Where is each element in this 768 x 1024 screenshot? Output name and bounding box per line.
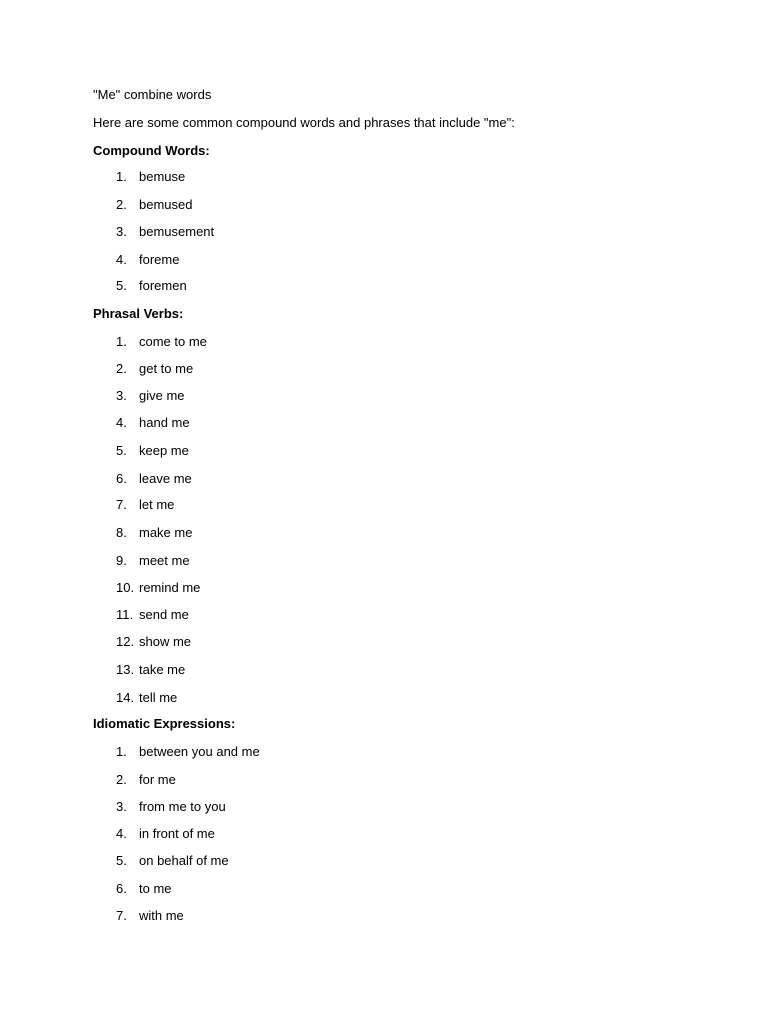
list-item — [0, 168, 768, 186]
list-number: 3. — [116, 799, 127, 814]
list-item — [0, 496, 768, 514]
list-item — [0, 825, 768, 843]
list-item — [0, 880, 768, 898]
section-heading-idiomatic-expressions: Idiomatic Expressions: — [93, 716, 236, 731]
list-number: 2. — [116, 197, 127, 212]
list-item — [0, 606, 768, 624]
list-text: bemused — [139, 197, 193, 212]
list-text: take me — [139, 662, 186, 677]
list-text: let me — [139, 497, 175, 512]
list-number: 12. — [116, 634, 135, 649]
list-number: 9. — [116, 553, 127, 568]
list-number: 13. — [116, 662, 135, 677]
list-number: 4. — [116, 826, 127, 841]
list-item — [0, 277, 768, 295]
list-item — [0, 771, 768, 789]
document-intro: Here are some common compound words and phrases that include "me": — [93, 115, 515, 130]
list-number: 6. — [116, 471, 127, 486]
list-text: come to me — [139, 334, 207, 349]
list-number: 5. — [116, 853, 127, 868]
list-item — [0, 798, 768, 816]
section-heading-phrasal-verbs: Phrasal Verbs: — [93, 306, 184, 321]
list-text: show me — [139, 634, 192, 649]
list-text: bemuse — [139, 169, 186, 184]
list-text: foreme — [139, 252, 180, 267]
list-item — [0, 251, 768, 269]
list-number: 3. — [116, 388, 127, 403]
list-number: 14. — [116, 690, 135, 705]
list-text: foremen — [139, 278, 187, 293]
list-number: 1. — [116, 744, 127, 759]
list-text: to me — [139, 881, 172, 896]
list-text: bemusement — [139, 224, 215, 239]
list-item — [0, 907, 768, 925]
list-item — [0, 552, 768, 570]
list-item — [0, 661, 768, 679]
list-text: remind me — [139, 580, 201, 595]
list-item — [0, 633, 768, 651]
section-heading-compound-words: Compound Words: — [93, 143, 210, 158]
list-item — [0, 470, 768, 488]
list-text: get to me — [139, 361, 194, 376]
list-text: on behalf of me — [139, 853, 229, 868]
list-text: leave me — [139, 471, 192, 486]
list-item — [0, 579, 768, 597]
list-number: 6. — [116, 881, 127, 896]
list-text: between you and me — [139, 744, 260, 759]
list-text: send me — [139, 607, 189, 622]
list-text: in front of me — [139, 826, 215, 841]
list-number: 7. — [116, 908, 127, 923]
list-number: 8. — [116, 525, 127, 540]
list-text: make me — [139, 525, 193, 540]
list-text: hand me — [139, 415, 190, 430]
list-number: 4. — [116, 252, 127, 267]
list-item — [0, 414, 768, 432]
list-item — [0, 387, 768, 405]
list-number: 2. — [116, 772, 127, 787]
list-number: 10. — [116, 580, 135, 595]
list-text: from me to you — [139, 799, 226, 814]
list-number: 1. — [116, 334, 127, 349]
list-text: for me — [139, 772, 176, 787]
list-number: 5. — [116, 443, 127, 458]
list-number: 11. — [116, 607, 134, 622]
list-number: 1. — [116, 169, 127, 184]
list-number: 4. — [116, 415, 127, 430]
list-item — [0, 333, 768, 351]
list-text: with me — [139, 908, 184, 923]
list-item — [0, 689, 768, 707]
list-item — [0, 852, 768, 870]
list-number: 7. — [116, 497, 127, 512]
list-item — [0, 442, 768, 460]
list-item — [0, 360, 768, 378]
list-text: tell me — [139, 690, 178, 705]
list-text: give me — [139, 388, 185, 403]
document-title: "Me" combine words — [93, 87, 212, 102]
list-number: 2. — [116, 361, 127, 376]
list-text: meet me — [139, 553, 190, 568]
list-item — [0, 196, 768, 214]
list-number: 5. — [116, 278, 127, 293]
list-item — [0, 223, 768, 241]
list-text: keep me — [139, 443, 189, 458]
list-number: 3. — [116, 224, 127, 239]
list-item — [0, 524, 768, 542]
list-item — [0, 743, 768, 761]
